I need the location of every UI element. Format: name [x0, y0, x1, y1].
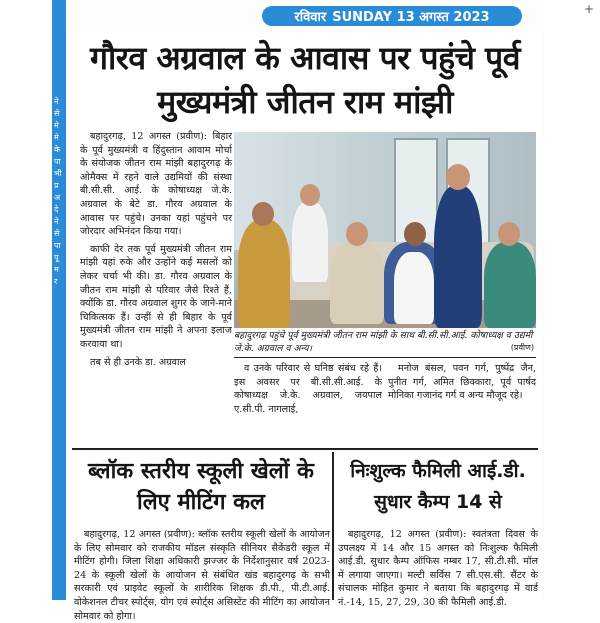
person-kurta [394, 252, 434, 324]
left-stub-text: ने से मे मे के पा भी प्र अ दे ने से पा पू म र [54, 97, 62, 286]
main-story-para-3: तब से ही उनके डा. अग्रवाल [90, 356, 186, 368]
column-divider [332, 452, 334, 600]
main-story-attendees: मनोज बंसल, पवन गर्ग, पुष्पेंद्र जैन, पुनीत गर्ग, अमित छिक्कारा, पूर्व पार्षद मोनिका गजानंद गर्ग व अन्य मौजूद रहे। [388, 363, 536, 402]
person-head [498, 222, 520, 246]
main-story-continuation: व उनके परिवार से घनिष्ठ संबंध रहे हैं। इस अवसर पर बी.सी.सी.आई. के कोषाध्यक्ष जे.के. अग्रवाल, जयपाल ए.सी.पी. नागलाई, [234, 363, 382, 415]
main-story-left-column [80, 130, 232, 373]
crop-mark: + [583, 2, 594, 16]
person-young-man [434, 186, 482, 328]
story2-headline: ब्लॉक स्तरीय स्कूली खेलों के लिए मीटिंग कल [88, 459, 314, 515]
person-man-white-shirt [292, 202, 328, 282]
person-woman-right [484, 242, 536, 328]
person-head [404, 222, 426, 246]
dateline-bar [262, 6, 522, 26]
main-story-right-column [388, 362, 536, 403]
person-elder-seated [330, 242, 384, 324]
photo-caption [234, 330, 536, 358]
weekday-hindi: रविवार [294, 10, 327, 25]
person-head [252, 202, 274, 226]
previous-page-edge [0, 0, 53, 600]
main-story-para-2: काफी देर तक पूर्व मुख्यमंत्री जीतन राम मांझी यहां रुके और उन्होंने कई मसलों को लेकर चर्चा भी की। डा. गौरव अग्रवाल के जीतन राम मांझी से परिवार जैसे रिश्ते हैं, क्योंकि डा. गौरव अग्रवाल शुगर के जाने-माने चिकित्सक हैं। उन्हीं से ही बिहार के पूर्व मुख्यमंत्री जीतन राम मांझी ने अपना इलाज करवाया था। [80, 243, 232, 350]
page-margin-strip [52, 0, 66, 600]
story3-text: बहादुरगढ़, 12 अगस्त (प्रवीण): स्वतंत्रता दिवस के उपलक्ष्य में 14 और 15 अगस्त को निःशुल्क फैमिली आई.डी. सुधार कैम्प ऑफिस नम्बर 17, सी.टी.सी. मॉल में लगाया जाएगा। मल्टी सर्विस 7 सी.एस.सी. सैंटर के संचालक मोहित कुमार ने बताया कि बहादुरगढ़ में वार्ड नं.-14, 15, 27, 29, 30 की फैमिली आई.डी. [338, 529, 538, 608]
section-divider [72, 448, 538, 450]
person-head [346, 222, 368, 246]
story3-body [338, 528, 538, 610]
person-woman-left [238, 220, 290, 328]
person-head [446, 164, 470, 190]
story2-body [74, 528, 330, 623]
story3-headline: निःशुल्क फैमिली आई.डी. सुधार कैम्प 14 से [350, 460, 526, 513]
page-content [66, 32, 542, 622]
right-margin [544, 0, 600, 600]
person-head [300, 184, 320, 206]
main-headline: गौरव अग्रवाल के आवास पर पहुंचे पूर्व मुख्यमंत्री जीतन राम मांझी [89, 39, 520, 121]
caption-text: बहादुरगढ़ पहुंचे पूर्व मुख्यमंत्री जीतन राम मांझी के साथ बी.सी.सी.आई. कोषाध्यक्ष व उद्यमी जे.के. अग्रवाल व अन्य। [234, 330, 533, 354]
story2-text: बहादुरगढ़, 12 अगस्त (प्रवीण): ब्लॉक स्तरीय स्कूली खेलों के आयोजन के लिए सोमवार को राजकीय मॉडल संस्कृति सीनियर सैकेंडरी स्कूल में मीटिंग होगी। जिला शिक्षा अधिकारी झज्जर के निर्देशानुसार वर्ष 2023-24 के स्कूली खेलों के आयोजन से संबंधित खंड बहादुरगढ़ के सभी सरकारी एवं प्राइवेट स्कूलों के शारीरिक शिक्षक डी.पी., पी.टी.आई. वोकेशनल टीचर स्पोर्ट्स, योग एवं स्पोर्ट्स असिस्टेंट की मीटिंग का आयोजन सोमवार को होगा। [74, 529, 330, 622]
date-text: SUNDAY 13 अगस्त 2023 [332, 10, 490, 25]
main-story-para-1: बहादुरगढ़, 12 अगस्त (प्रवीण): बिहार के पूर्व मुख्यमंत्री व हिंदुस्तान आवाम मोर्चा के संयोजक जीतन राम मांझी बहादुरगढ़ के ओमैक्स में रहने वाले उद्यमियों की संस्था बी.सी.सी. आई. के कोषाध्यक्ष जे.के. अग्रवाल के बेटे डा. गौरव अग्रवाल के आवास पर पहुंचे। उनका यहां पहुंचने पर जोरदार अभिनंदन किया गया। [80, 131, 232, 238]
photo-credit: (प्रवीण) [510, 342, 534, 352]
news-photo [234, 132, 536, 328]
main-story-mid-column [234, 362, 382, 416]
